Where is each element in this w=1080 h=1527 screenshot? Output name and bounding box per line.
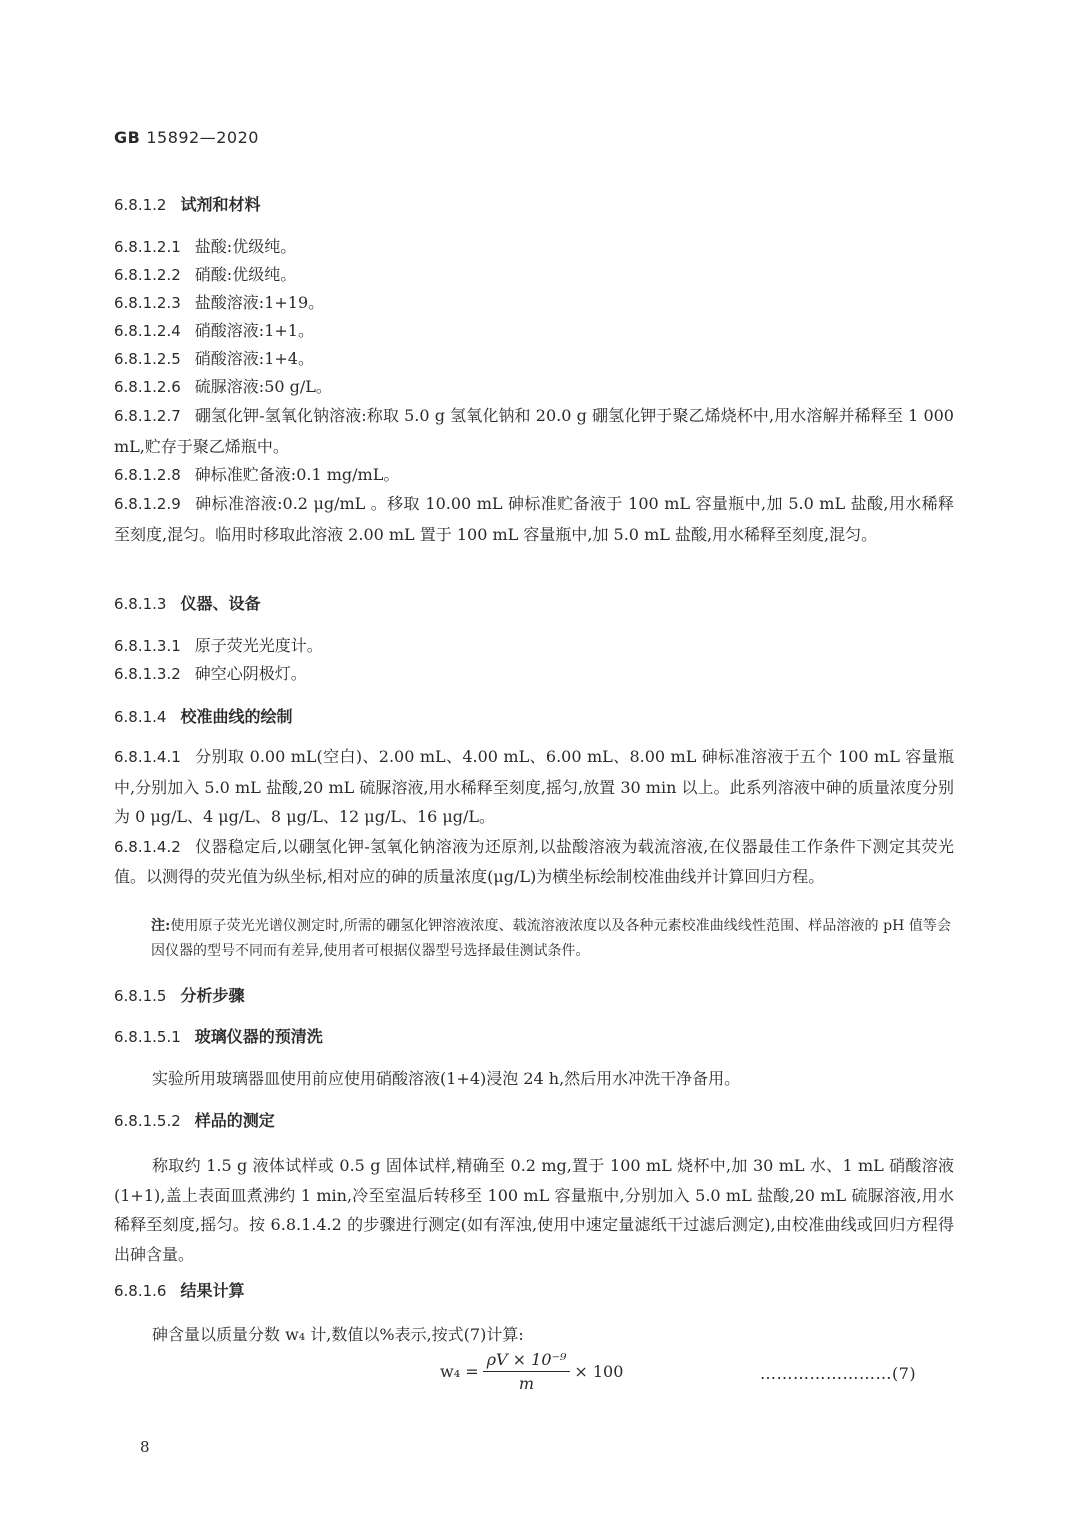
- list-item: 6.8.1.2.5 硝酸溶液:1+4。: [114, 349, 314, 368]
- section-heading-68152: 6.8.1.5.2 样品的测定: [114, 1111, 275, 1130]
- note: [151, 914, 951, 964]
- section-heading-6814: 6.8.1.4 校准曲线的绘制: [114, 707, 293, 726]
- section-heading-6816: 6.8.1.6 结果计算: [114, 1281, 245, 1300]
- list-item: 6.8.1.2.6 硫脲溶液:50 g/L。: [114, 377, 332, 396]
- section-heading-6812: 6.8.1.2 试剂和材料: [114, 195, 261, 214]
- reagent-list: [114, 233, 954, 549]
- equation-number: ……………………(7): [760, 1364, 917, 1383]
- paragraph-preclean: 实验所用玻璃器皿使用前应使用硝酸溶液(1+4)浸泡 24 h,然后用水冲洗干净备用。: [152, 1069, 741, 1088]
- page-number: 8: [140, 1438, 150, 1456]
- standard-header: [114, 128, 259, 147]
- instrument-list: [114, 632, 954, 688]
- formula-lhs: w₄ =: [440, 1362, 479, 1381]
- calibration-list: [114, 742, 954, 892]
- section-heading-68151: 6.8.1.5.1 玻璃仪器的预清洗: [114, 1027, 323, 1046]
- formula-numerator: ρV × 10⁻⁹: [483, 1350, 571, 1372]
- section-heading-6813: 6.8.1.3 仪器、设备: [114, 594, 261, 613]
- list-item: 6.8.1.2.2 硝酸:优级纯。: [114, 265, 297, 284]
- list-item: 6.8.1.2.7 硼氢化钾-氢氧化钠溶液:称取 5.0 g 氢氧化钠和 20.0 g 硼氢化钾于聚乙烯烧杯中,用水溶解并稀释至 1 000 mL,贮存于聚乙烯瓶中。: [114, 406, 954, 456]
- list-item: 6.8.1.3.1 原子荧光光度计。: [114, 636, 323, 655]
- formula-fraction: [483, 1350, 571, 1393]
- formula-7: [440, 1350, 623, 1393]
- list-item: 6.8.1.2.9 砷标准溶液:0.2 μg/mL 。移取 10.00 mL 砷标准贮备液于 100 mL 容量瓶中,加 5.0 mL 盐酸,用水稀释至刻度,混匀。临用时移取此溶液 2.00 mL 置于 100 mL 容量瓶中,加 5.0 mL 盐酸,用水稀释至刻度,混匀。: [114, 494, 954, 544]
- list-item: 6.8.1.2.3 盐酸溶液:1+19。: [114, 293, 325, 312]
- section-heading-6815: 6.8.1.5 分析步骤: [114, 986, 245, 1005]
- list-item: 6.8.1.2.1 盐酸:优级纯。: [114, 237, 297, 256]
- list-item: 6.8.1.2.8 砷标准贮备液:0.1 mg/mL。: [114, 465, 400, 484]
- formula-denominator: m: [518, 1374, 535, 1393]
- note-text: 使用原子荧光光谱仪测定时,所需的硼氢化钾溶液浓度、载流溶液浓度以及各种元素校准曲线线性范围、样品溶液的 pH 值等会因仪器的型号不同而有差异,使用者可根据仪器型号选择最佳测试条件。: [151, 918, 951, 959]
- formula-rhs: × 100: [574, 1362, 624, 1381]
- note-label: 注:: [151, 918, 171, 934]
- paragraph-sample-test: 称取约 1.5 g 液体试样或 0.5 g 固体试样,精确至 0.2 mg,置于 100 mL 烧杯中,加 30 mL 水、1 mL 硝酸溶液(1+1),盖上表面皿煮沸约 1 min,冷至室温后转移至 100 mL 容量瓶中,分别加入 5.0 mL 盐酸,20 mL 硫脲溶液,用水稀释至刻度,摇匀。按 6.8.1.4.2 的步骤进行测定(如有浑浊,使用中速定量滤纸干过滤后测定),由校准曲线或回归方程得出砷含量。: [114, 1156, 954, 1264]
- list-item: 6.8.1.3.2 砷空心阴极灯。: [114, 664, 307, 683]
- list-item: 6.8.1.4.2 仪器稳定后,以硼氢化钾-氢氧化钠溶液为还原剂,以盐酸溶液为载流溶液,在仪器最佳工作条件下测定其荧光值。以测得的荧光值为纵坐标,相对应的砷的质量浓度(μg/L)为横坐标绘制校准曲线并计算回归方程。: [114, 836, 954, 886]
- list-item: 6.8.1.2.4 硝酸溶液:1+1。: [114, 321, 314, 340]
- std-number: 15892—2020: [146, 128, 259, 147]
- paragraph-result: 砷含量以质量分数 w₄ 计,数值以%表示,按式(7)计算:: [152, 1325, 524, 1344]
- list-item: 6.8.1.4.1 分别取 0.00 mL(空白)、2.00 mL、4.00 mL、6.00 mL、8.00 mL 砷标准溶液于五个 100 mL 容量瓶中,分别加入 5.0 mL 盐酸,20 mL 硫脲溶液,用水稀释至刻度,摇匀,放置 30 min 以上。此系列溶液中砷的质量浓度分别为 0 μg/L、4 μg/L、8 μg/L、12 μg/L、16 μg/L。: [114, 747, 954, 826]
- std-code: GB: [114, 128, 141, 147]
